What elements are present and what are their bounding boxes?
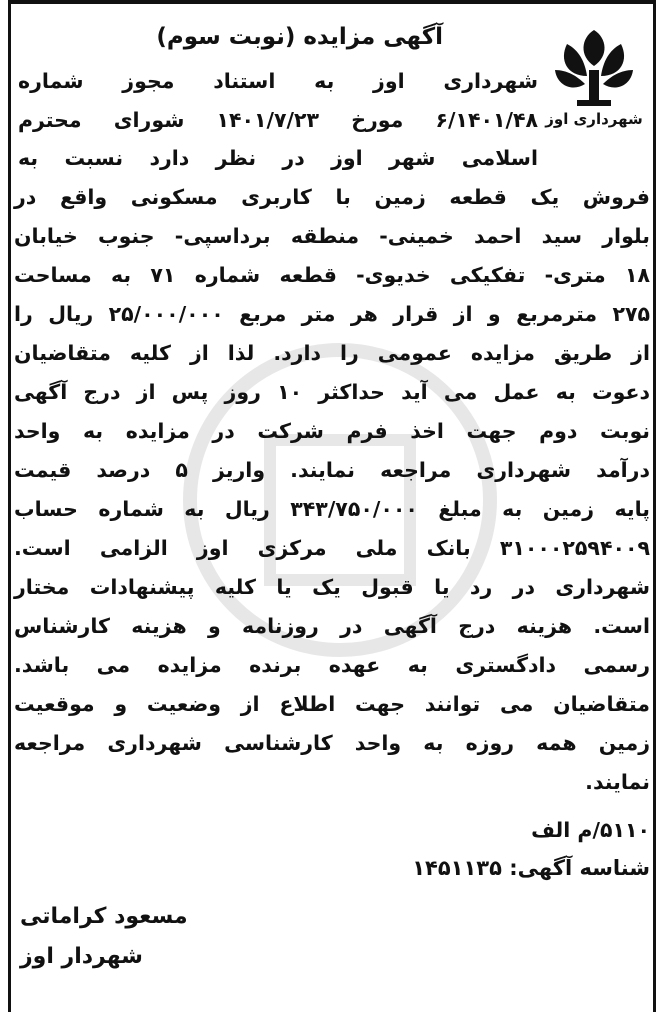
- body-line: بلوار سید احمد خمینی- منطقه برداسپی- جنوب خیابان: [14, 224, 650, 248]
- logo-caption: شهرداری اوز: [545, 110, 643, 128]
- body-line: ۶/۱۴۰۱/۴۸ مورخ ۱۴۰۱/۷/۲۳ شورای محترم: [18, 108, 538, 132]
- body-line: فروش یک قطعه زمین با کاربری مسکونی واقع در: [14, 185, 650, 209]
- body-line: نوبت دوم جهت اخذ فرم شرکت در مزایده به واحد: [14, 419, 650, 443]
- ad-title: آگهی مزایده (نوبت سوم): [156, 24, 443, 50]
- body-line: اسلامی شهر اوز در نظر دارد نسبت به: [18, 146, 538, 170]
- body-line: دعوت به عمل می آید حداکثر ۱۰ روز پس از درج آگهی: [14, 380, 650, 404]
- body-line: ۳۱۰۰۰۲۵۹۴۰۰۹ بانک ملی مرکزی اوز الزامی است.: [14, 536, 650, 560]
- body-line: است. هزینه درج آگهی در روزنامه و هزینه کارشناس: [14, 614, 650, 638]
- body-line: زمین همه روزه به واحد کارشناسی شهرداری مراجعه: [14, 731, 650, 755]
- oz-municipality-emblem-icon: [551, 26, 637, 108]
- body-line: رسمی دادگستری به عهده برنده مزایده می باشد.: [14, 653, 650, 677]
- body-line: ۱۸ متری- تفکیکی خدیوی- قطعه شماره ۷۱ به مساحت: [14, 263, 650, 287]
- signature-name: مسعود کراماتی: [20, 904, 188, 929]
- body-line: متقاضیان می توانند جهت اطلاع از وضعیت و موقعیت: [14, 692, 650, 716]
- body-line: درآمد شهرداری مراجعه نمایند. واریز ۵ درصد قیمت: [14, 458, 651, 482]
- ad-id: شناسه آگهی: ۱۴۵۱۱۳۵: [412, 856, 650, 880]
- body-line: شهرداری اوز به استناد مجوز شماره: [18, 69, 538, 93]
- body-line: از طریق مزایده عمومی را دارد. لذا از کلیه متقاضیان: [14, 341, 650, 365]
- reference-code: ۵۱۱۰/م الف: [531, 818, 650, 842]
- body-line: ۲۷۵ مترمربع و از قرار هر متر مربع ۲۵/۰۰۰/۰۰۰ ریال را: [14, 302, 650, 326]
- body-line: پایه زمین به مبلغ ۳۴۳/۷۵۰/۰۰۰ ریال به شماره حساب: [14, 497, 650, 521]
- signature-title: شهردار اوز: [20, 944, 143, 969]
- body-line: شهرداری در رد یا قبول یک یا کلیه پیشنهادات مختار: [14, 575, 650, 599]
- body-line-last: نمایند.: [585, 770, 650, 794]
- municipality-logo: [544, 26, 644, 141]
